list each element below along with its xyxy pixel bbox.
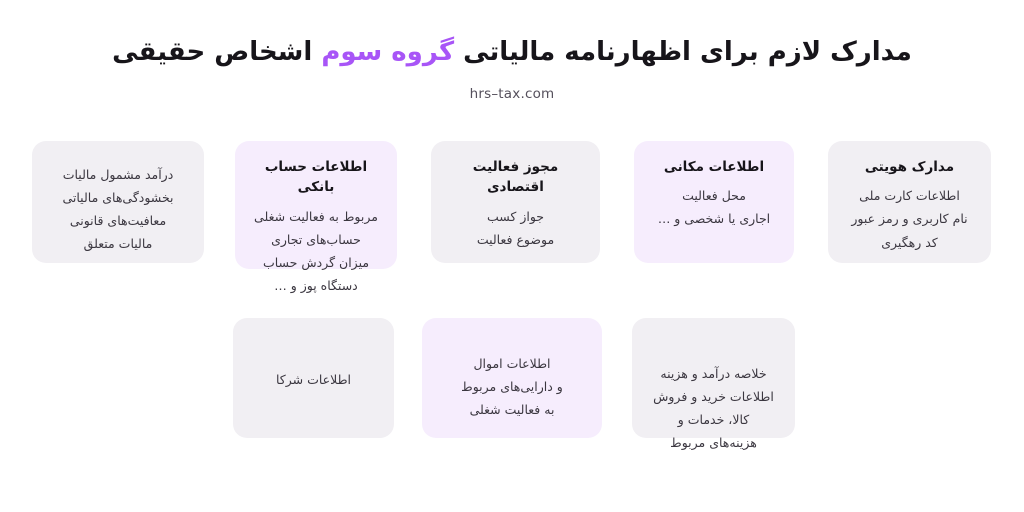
- card-title: مدارک هویتی: [864, 159, 955, 175]
- site-url: hrs–tax.com: [469, 85, 555, 102]
- card-line: میزان گردش حساب: [262, 254, 370, 270]
- card-line: و دارایی‌های مربوط: [461, 379, 563, 395]
- card-line: اجاری یا شخصی و …: [657, 211, 771, 227]
- card-location-information: [634, 141, 794, 263]
- card-line: اطلاعات اموال: [473, 356, 551, 371]
- card-assets-information: [422, 318, 602, 438]
- card-line: به فعالیت شغلی: [469, 402, 555, 418]
- card-body: [447, 205, 584, 251]
- card-line: کالا، خدمات و: [677, 412, 750, 428]
- card-title: مجوز فعالیت اقتصادی: [472, 159, 559, 196]
- card-line: جواز کسب: [486, 208, 545, 224]
- header: [0, 34, 1024, 102]
- title-part-2: اشخاص حقیقی: [112, 37, 322, 67]
- title-accent: گروه سوم: [321, 37, 455, 67]
- card-line: اطلاعات خرید و فروش: [653, 389, 774, 405]
- card-line: دستگاه پوز و …: [274, 277, 358, 293]
- card-line: کد رهگیری: [881, 234, 938, 250]
- card-line: هزینه‌های مربوط: [670, 435, 757, 451]
- card-body: [650, 184, 778, 230]
- card-line: حساب‌های تجاری: [271, 231, 361, 247]
- card-body: [844, 184, 975, 253]
- card-title: اطلاعات حساب بانکی: [264, 159, 368, 196]
- card-line: خلاصه درآمد و هزینه: [660, 366, 767, 381]
- card-income-expense-summary: [632, 318, 795, 451]
- card-line: بخشودگی‌های مالیاتی: [62, 190, 174, 206]
- card-line: درآمد مشمول مالیات: [62, 167, 174, 182]
- card-taxable-income: [32, 141, 204, 263]
- card-line: نام کاربری و رمز عبور: [851, 211, 968, 227]
- card-line: اطلاعات شرکا: [275, 372, 352, 387]
- card-body: [48, 163, 188, 256]
- card-partners-information: [233, 318, 394, 438]
- card-identity-documents: [828, 141, 991, 263]
- card-title: اطلاعات مکانی: [663, 159, 765, 175]
- card-line: موضوع فعالیت: [476, 231, 555, 247]
- card-body: [648, 362, 779, 455]
- card-line: مالیات متعلق: [83, 236, 153, 252]
- card-tail: [760, 263, 794, 290]
- card-tail: [566, 263, 600, 290]
- card-body: [249, 368, 378, 391]
- card-tail: [360, 438, 394, 465]
- card-tail: [568, 438, 602, 465]
- card-line: مربوط به فعالیت شغلی: [254, 208, 378, 224]
- title-part-1: مدارک لازم برای اظهارنامه مالیاتی: [454, 37, 912, 67]
- card-line: معافیت‌های قانونی: [69, 213, 167, 229]
- card-tail: [363, 269, 397, 296]
- card-tail: [957, 263, 991, 290]
- card-economic-activity-license: [431, 141, 600, 263]
- card-line: محل فعالیت: [682, 188, 746, 204]
- card-line: اطلاعات کارت ملی: [859, 188, 960, 204]
- card-bank-account-information: [235, 141, 397, 293]
- card-tail: [170, 263, 204, 290]
- card-body: [251, 205, 381, 298]
- page-title: [0, 34, 1024, 72]
- card-tail: [761, 438, 795, 465]
- card-body: [438, 352, 586, 421]
